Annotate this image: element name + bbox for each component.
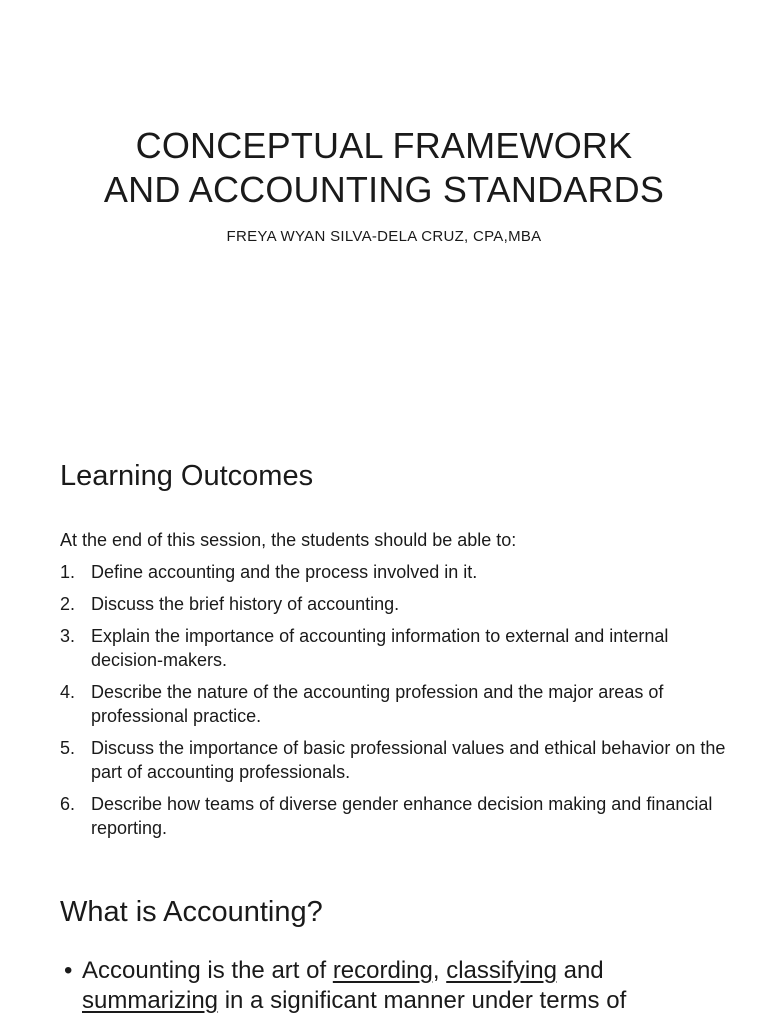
presentation-title [0, 124, 768, 212]
learning-outcomes-intro: At the end of this session, the students should be able to: [60, 530, 517, 550]
list-item-text: Define accounting and the process involved in it. [91, 562, 478, 582]
list-item-number: 3. [60, 626, 76, 646]
title-slide [0, 0, 768, 432]
list-item [60, 624, 740, 672]
list-item [60, 680, 740, 728]
list-item-text: Discuss the importance of basic professional values and ethical behavior on the part of accounting professionals. [91, 738, 726, 782]
underlined-term-classifying: classifying [446, 957, 557, 984]
list-item-number: 1. [60, 562, 76, 582]
bullet-icon: • [64, 957, 73, 984]
title-line-1: CONCEPTUAL FRAMEWORK [135, 125, 633, 166]
definition-list [64, 956, 724, 1016]
what-is-accounting-slide [0, 864, 768, 1024]
list-item-text: Describe the nature of the accounting profession and the major areas of professional practice. [91, 682, 664, 726]
underlined-term-recording: recording [332, 957, 433, 984]
list-item [60, 736, 740, 784]
list-item-text: Explain the importance of accounting information to external and internal decision-makers. [91, 626, 669, 670]
learning-outcomes-heading: Learning Outcomes [60, 460, 314, 492]
list-item [60, 560, 740, 584]
list-item-text: Describe how teams of diverse gender enhance decision making and financial reporting. [91, 794, 713, 838]
what-is-accounting-heading: What is Accounting? [60, 896, 323, 928]
definition-text [82, 956, 724, 1016]
underlined-term-summarizing: summarizing [82, 987, 219, 1014]
title-block [0, 124, 768, 245]
list-item-number: 5. [60, 738, 76, 758]
list-item [64, 956, 724, 1016]
author-name: FREYA WYAN SILVA-DELA CRUZ, CPA,MBA [226, 228, 542, 245]
text-run: Accounting is the art of [82, 957, 333, 984]
text-run: , [432, 957, 447, 984]
list-item [60, 592, 740, 616]
list-item-text: Discuss the brief history of accounting. [91, 594, 400, 614]
title-line-2: AND ACCOUNTING STANDARDS [103, 169, 665, 210]
learning-outcomes-list [60, 560, 740, 848]
text-run: and [556, 957, 604, 984]
list-item [60, 792, 740, 840]
list-item-number: 6. [60, 794, 76, 814]
list-item-number: 2. [60, 594, 76, 614]
list-item-number: 4. [60, 682, 76, 702]
text-run: in a significant manner under terms of [218, 987, 627, 1014]
learning-outcomes-slide [0, 432, 768, 864]
